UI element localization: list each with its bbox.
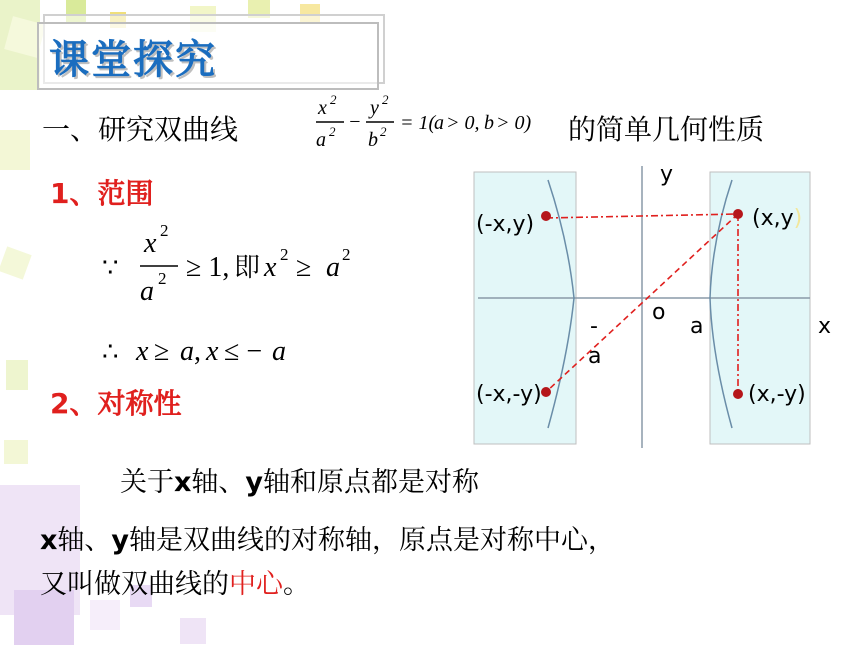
svg-text:a: a xyxy=(140,276,154,307)
page-title: 课堂探究 xyxy=(49,37,217,83)
svg-text:x: x xyxy=(144,228,157,259)
point-label-x-neg-y: (x,-y) xyxy=(748,382,806,407)
svg-text:∵: ∵ xyxy=(102,253,119,282)
svg-text:> 0,: > 0, xyxy=(446,112,480,134)
svg-text:≥: ≥ xyxy=(296,252,312,283)
a-negative-label: a xyxy=(588,344,602,369)
point-label-neg-x-neg-y: (-x,-y) xyxy=(476,382,542,407)
center-definition: 又叫做双曲线的中心。 xyxy=(40,569,310,600)
svg-text:∴: ∴ xyxy=(102,337,119,366)
section2-label: 2、对称性 xyxy=(50,387,182,420)
svg-text:a: a xyxy=(316,129,326,151)
svg-text:x: x xyxy=(136,336,149,367)
svg-text:2: 2 xyxy=(380,124,387,139)
svg-text:2: 2 xyxy=(280,245,289,264)
svg-text:a: a xyxy=(272,336,286,367)
a-positive-label: a xyxy=(690,314,704,339)
svg-text:2: 2 xyxy=(330,92,337,107)
point-label-x-y: (x,y) xyxy=(752,206,803,231)
svg-text:= 1(: = 1( xyxy=(400,112,436,134)
hyperbola-equation xyxy=(312,90,568,154)
svg-text:≥ 1,: ≥ 1, xyxy=(186,252,230,283)
svg-text:a: a xyxy=(180,336,194,367)
svg-text:2: 2 xyxy=(160,221,169,240)
a-negative-sign: - xyxy=(590,314,598,339)
svg-text:x: x xyxy=(318,97,327,119)
section1-label: 1、范围 xyxy=(50,177,154,210)
svg-text:2: 2 xyxy=(158,269,167,288)
heading-prefix: 一、研究双曲线 xyxy=(42,113,239,146)
point-x-neg-y xyxy=(733,389,743,399)
svg-text:x: x xyxy=(206,336,219,367)
heading-suffix: 的简单几何性质 xyxy=(568,113,765,146)
symmetry-statement: 关于x轴、y轴和原点都是对称 xyxy=(120,467,480,498)
range-inequality xyxy=(100,212,400,312)
svg-text:y: y xyxy=(370,97,379,119)
svg-text:≥: ≥ xyxy=(154,336,170,367)
svg-text:b: b xyxy=(368,129,378,151)
svg-text:x: x xyxy=(264,252,277,283)
svg-text:a: a xyxy=(434,112,444,134)
point-label-neg-x-y: (-x,y) xyxy=(476,212,535,237)
svg-text:b: b xyxy=(484,112,494,134)
svg-text:,: , xyxy=(194,336,201,367)
axis-x-label: x xyxy=(818,314,832,339)
point-x-y xyxy=(733,209,743,219)
svg-text:2: 2 xyxy=(329,124,336,139)
svg-text:a: a xyxy=(326,252,340,283)
svg-text:> 0): > 0) xyxy=(496,112,532,134)
axis-y-label: y xyxy=(660,162,674,187)
point-neg-x-neg-y xyxy=(541,387,551,397)
svg-text:2: 2 xyxy=(382,92,389,107)
svg-text:≤ −: ≤ − xyxy=(224,336,263,367)
svg-text:2: 2 xyxy=(342,245,351,264)
symmetry-conclusion: x轴、y轴是双曲线的对称轴，原点是对称中心， xyxy=(40,525,616,556)
origin-label: o xyxy=(652,300,666,325)
svg-text:−: − xyxy=(348,111,362,133)
range-result xyxy=(100,328,360,372)
svg-text:即: 即 xyxy=(234,253,261,283)
title-banner xyxy=(37,14,385,88)
point-neg-x-y xyxy=(541,211,551,221)
